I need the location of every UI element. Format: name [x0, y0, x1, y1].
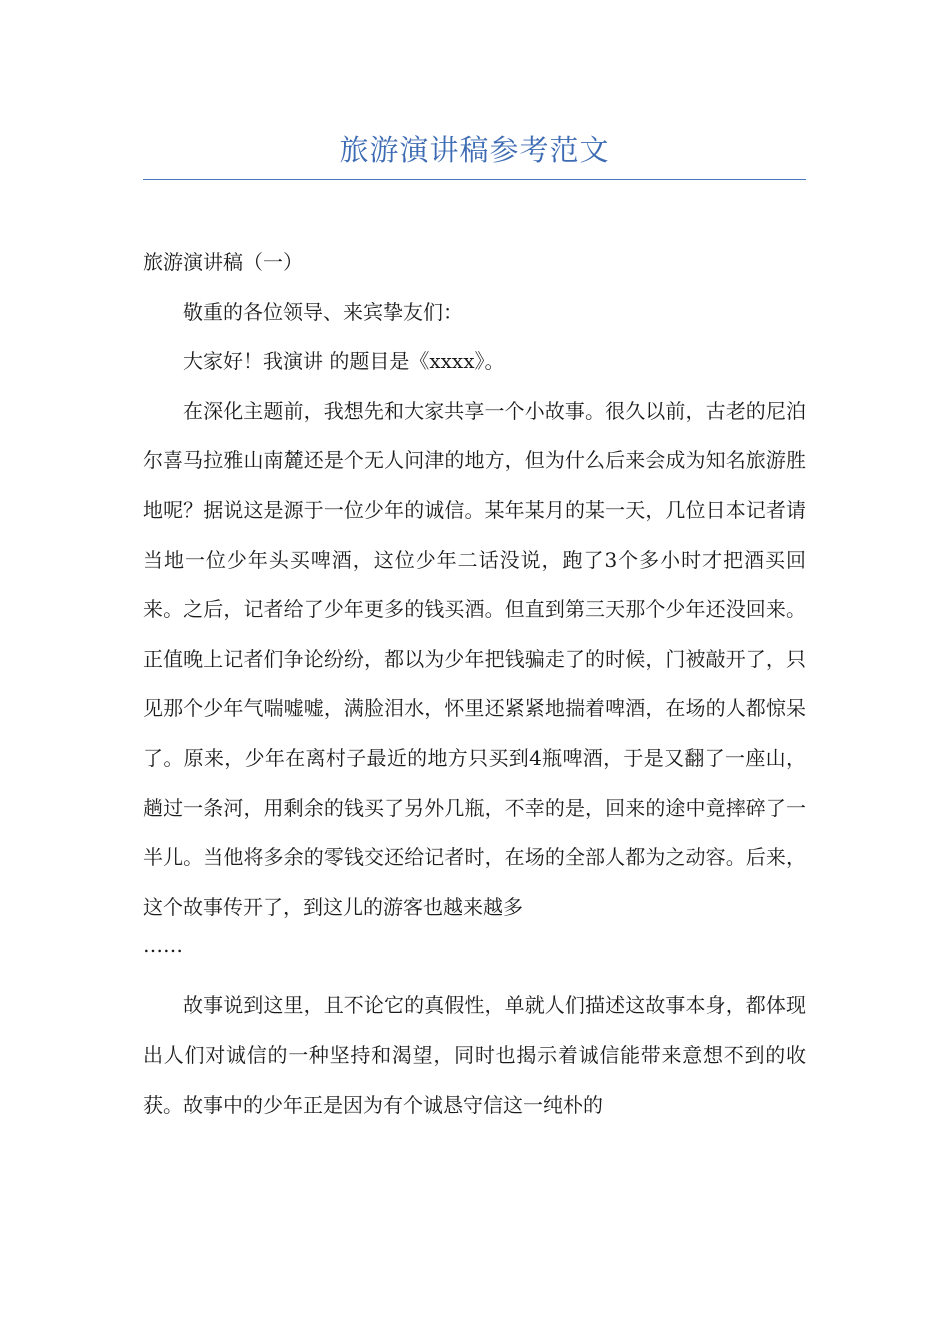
ellipsis-line: …… [143, 933, 183, 958]
intro-paragraph: 大家好！我演讲 的题目是《xxxx》。 [183, 349, 505, 374]
document-body [143, 238, 806, 1130]
title-underline [143, 179, 806, 180]
page-title: 旅游演讲稿参考范文 [339, 133, 610, 167]
section-heading: 旅游演讲稿（一） [143, 250, 303, 274]
greeting-paragraph: 敬重的各位领导、来宾挚友们： [183, 299, 463, 324]
story-paragraph: 在深化主题前，我想先和大家共享一个小故事。很久以前，古老的尼泊尔喜马拉雅山南麓还是个无人问津的地方，但为什么后来会成为知名旅游胜地呢？据说这是源于一位少年的诚信。某年某月的某一天，几位日本记者请当地一位少年头买啤酒，这位少年二话没说，跑了3个多小时才把酒买回来。之后，记者给了少年更多的钱买酒。但直到第三天那个少年还没回来。正值晚上记者们争论纷纷，都以为少年把钱骗走了的时候，门被敲开了，只见那个少年气喘嘘嘘，满脸泪水，怀里还紧紧地揣着啤酒，在场的人都惊呆了。原来，少年在离村子最近的地方只买到4瓶啤酒，于是又翻了一座山，趟过一条河，用剩余的钱买了另外几瓶，不幸的是，回来的途中竟摔碎了一半儿。当他将多余的零钱交还给记者时，在场的全部人都为之动容。后来，这个故事传开了，到这儿的游客也越来越多 [143, 398, 806, 919]
reflection-paragraph: 故事说到这里，且不论它的真假性，单就人们描述这故事本身，都体现出人们对诚信的一种坚持和渴望，同时也揭示着诚信能带来意想不到的收获。故事中的少年正是因为有个诚恳守信这一纯朴的 [143, 993, 806, 1117]
